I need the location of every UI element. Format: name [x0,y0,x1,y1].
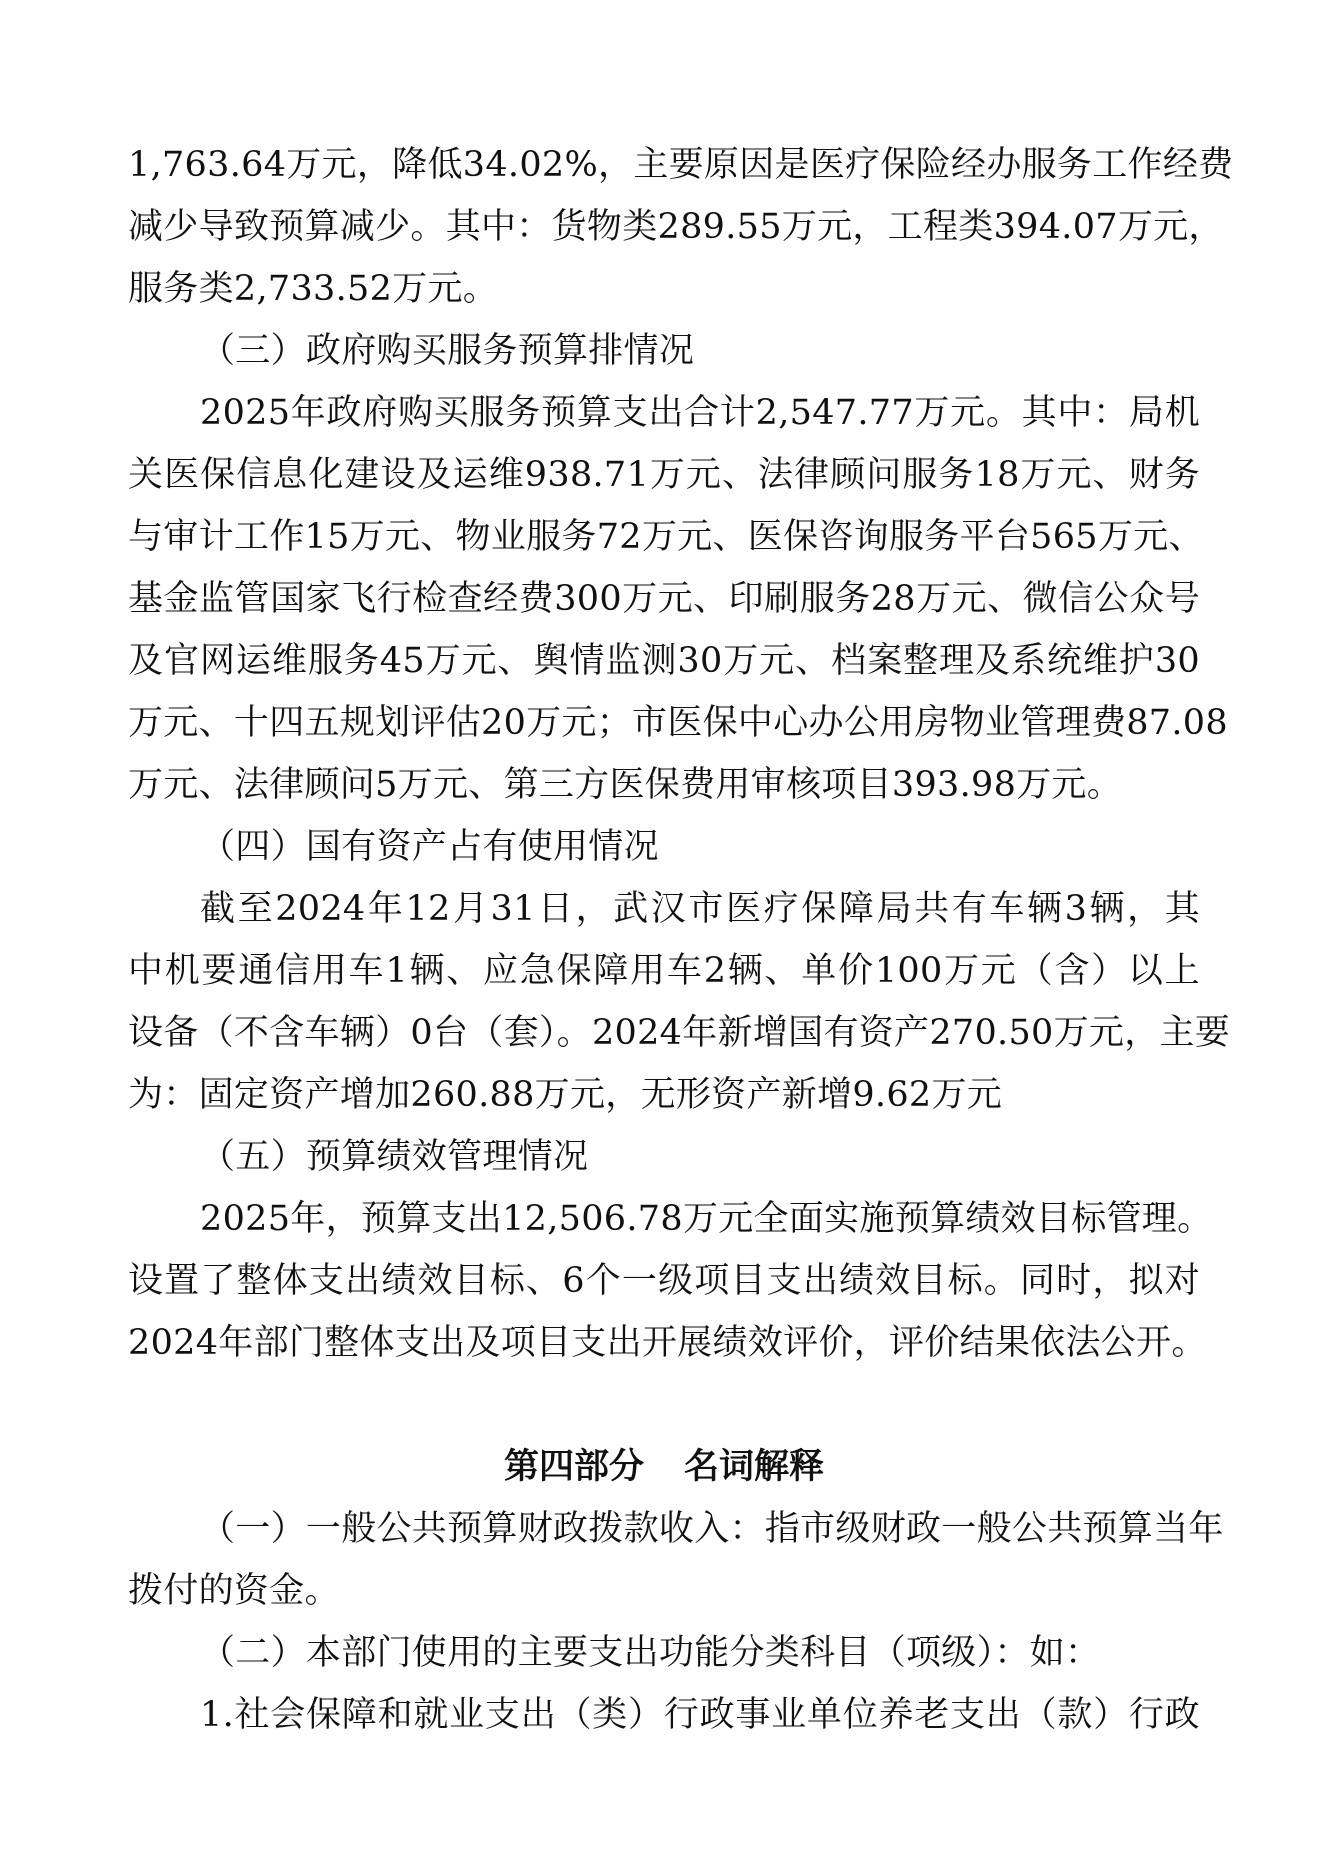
paragraph-line: 设置了整体支出绩效目标、6个一级项目支出绩效目标。同时，拟对 [128,1261,1200,1301]
section-heading-3: （三）政府购买服务预算排情况 [200,331,695,371]
paragraph-line: 1,763.64万元，降低34.02%，主要原因是医疗保险经办服务工作经费 [128,145,1234,185]
paragraph-line: 1.社会保障和就业支出（类）行政事业单位养老支出（款）行政 [200,1695,1200,1735]
paragraph-line: 截至2024年12月31日，武汉市医疗保障局共有车辆3辆，其 [200,889,1200,929]
paragraph-line: 中机要通信用车1辆、应急保障用车2辆、单价100万元（含）以上 [128,951,1200,991]
paragraph-line: 万元、法律顾问5万元、第三方医保费用审核项目393.98万元。 [128,765,1123,805]
paragraph-line: 2025年政府购买服务预算支出合计2,547.77万元。其中：局机 [200,393,1200,433]
paragraph-line: 拨付的资金。 [128,1571,340,1611]
paragraph-line: 与审计工作15万元、物业服务72万元、医保咨询服务平台565万元、 [128,517,1204,557]
part-heading [128,1436,1200,1498]
paragraph-line: 万元、十四五规划评估20万元；市医保中心办公用房物业管理费87.08 [128,703,1228,743]
paragraph-line: （二）本部门使用的主要支出功能分类科目（项级）：如： [200,1633,1101,1673]
section-heading-5: （五）预算绩效管理情况 [200,1137,589,1177]
paragraph-line: （一）一般公共预算财政拨款收入：指市级财政一般公共预算当年 [200,1509,1224,1549]
paragraph-line: 设备（不含车辆）0台（套）。2024年新增国有资产270.50万元，主要 [128,1013,1231,1053]
paragraph-line: 服务类2,733.52万元。 [128,269,499,309]
paragraph-line: 2024年部门整体支出及项目支出开展绩效评价，评价结果依法公开。 [128,1323,1207,1363]
paragraph-line: 2025年，预算支出12,506.78万元全面实施预算绩效目标管理。 [200,1199,1213,1239]
section-heading-4: （四）国有资产占有使用情况 [200,827,659,867]
paragraph-line: 为：固定资产增加260.88万元，无形资产新增9.62万元 [128,1075,1003,1115]
paragraph-line: 及官网运维服务45万元、舆情监测30万元、档案整理及系统维护30 [128,641,1200,681]
paragraph-line: 减少导致预算减少。其中：货物类289.55万元，工程类394.07万元， [128,207,1224,247]
part-heading-title: 名词解释 [684,1447,825,1487]
paragraph-line: 基金监管国家飞行检查经费300万元、印刷服务28万元、微信公众号 [128,579,1200,619]
paragraph-line: 关医保信息化建设及运维938.71万元、法律顾问服务18万元、财务 [128,455,1200,495]
document-page [128,134,1234,1746]
part-heading-number: 第四部分 [503,1447,644,1487]
